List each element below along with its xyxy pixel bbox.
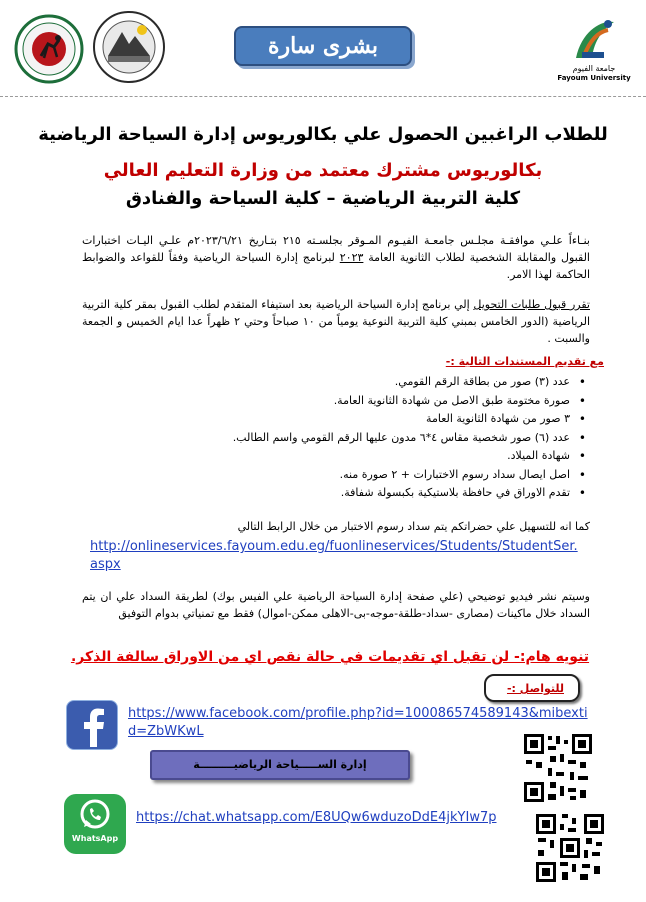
requirements-heading: مع تقديم المستندات التالية :- — [445, 355, 604, 368]
transfer-text: إلي برنامج إدارة السياحة الرياضية بعد استيفاء المتقدم لطلب القبول بمقر كلية التربية الرياضية (الدور الخامس بمبني كلية التربية النوعية يومياً من ١٠ صباحاً وحتي ٢ ظهراً عدا ايام الخميس و الجمعة والسبت . — [82, 298, 591, 345]
header-divider — [0, 96, 646, 97]
approval-text-part1: بنـاءاً علـي موافقـة مجلـس جامعـة الفيـوم المـوقر بجلسـته ٢١٥ بتـاريخ ٢٠٢٣/٦/٢١م علـي اليـات اختبارات القبول والمقابلة الشخصية لطلاب الثانوية العامة — [82, 234, 590, 264]
qr-code-icon — [522, 732, 594, 804]
payment-note: كما انه للتسهيل علي حضراتكم يتم سداد رسوم الاختبار من خلال الرابط التالي — [237, 520, 590, 533]
list-item: • صورة مختومة طبق الاصل من شهادة الثانوية العامة. — [280, 392, 590, 411]
department-badge: إدارة الســـــياحة الرياضيـــــــــة — [150, 750, 410, 780]
transfer-emphasis: تقرر قبول طلبات التحويل — [473, 298, 590, 311]
video-note: وسيتم نشر فيديو توضيحي (علي صفحة إدارة السياحة الرياضية علي الفيس بوك) لطريقة السداد علي ان يتم السداد خلال ماكينات (مصارى -سداد-طلقة-موجه-بى-الاهلى ممكن-اموال) فقط مع تمنياتي بدوام التوفيق — [82, 590, 590, 620]
list-item: • ٣ صور من شهادة الثانوية العامة — [280, 410, 590, 429]
university-name-ar: جامعة الفيوم — [572, 64, 616, 73]
approval-text-part2: لبرنامج إدارة السياحة الرياضية وفقاً للقواعد والضوابط الحاكمة لهذا الامر. — [82, 251, 590, 281]
list-item: • عدد (٦) صور شخصية مقاس ٤*٦ مدون عليها الرقم القومي واسم الطالب. — [280, 429, 590, 448]
fayoum-university-logo-icon — [564, 12, 624, 64]
contact-box — [484, 674, 580, 702]
facebook-link[interactable]: https://www.facebook.com/profile.php?id=100086574589143&mibextid=ZbWKwL — [128, 706, 588, 739]
requirements-list — [232, 373, 590, 503]
approval-paragraph — [82, 232, 590, 283]
list-item: • تقدم الاوراق في حافظة بلاستيكية بكبسولة شفافة. — [280, 484, 590, 503]
headline-faculties: كلية التربية الرياضية – كلية السياحة والفنادق — [125, 188, 521, 209]
list-item: • اصل ايصال سداد رسوم الاختبارات + ٢ صورة منه. — [280, 466, 590, 485]
headline-program: للطلاب الراغبين الحصول علي بكالوريوس إدارة السياحة الرياضية — [38, 124, 608, 145]
fayoum-university-logo — [556, 12, 632, 84]
approval-year: ٢٠٢٣ — [339, 251, 364, 264]
facebook-icon[interactable] — [66, 700, 118, 750]
qr-code-icon — [534, 812, 606, 884]
list-item: • شهادة الميلاد. — [280, 447, 590, 466]
sports-faculty-logo-icon — [14, 14, 84, 84]
headline-accreditation: بكالوريوس مشترك معتمد من وزارة التعليم العالي — [103, 160, 543, 181]
payment-link[interactable]: http://onlineservices.fayoum.edu.eg/fuonlineservices/Students/StudentSer.aspx — [90, 539, 578, 572]
warning-notice: تنويه هام:- لن تقبل اي تقديمات في حالة نقص اي من الاوراق سالفة الذكر. — [70, 649, 590, 665]
university-name-en: Fayoum University — [557, 74, 631, 82]
whatsapp-label: WhatsApp — [71, 834, 119, 843]
whatsapp-icon[interactable] — [64, 794, 126, 854]
transfer-paragraph — [82, 296, 590, 347]
tourism-faculty-logo-icon — [92, 10, 166, 84]
whatsapp-link[interactable]: https://chat.whatsapp.com/E8UQw6wduzoDdE4jkYIw7p — [136, 810, 497, 825]
page-title: بشرى سارة — [234, 26, 412, 66]
contact-label: للتواصل :- — [506, 682, 564, 695]
list-item: • عدد (٣) صور من بطاقة الرقم القومي. — [280, 373, 590, 392]
